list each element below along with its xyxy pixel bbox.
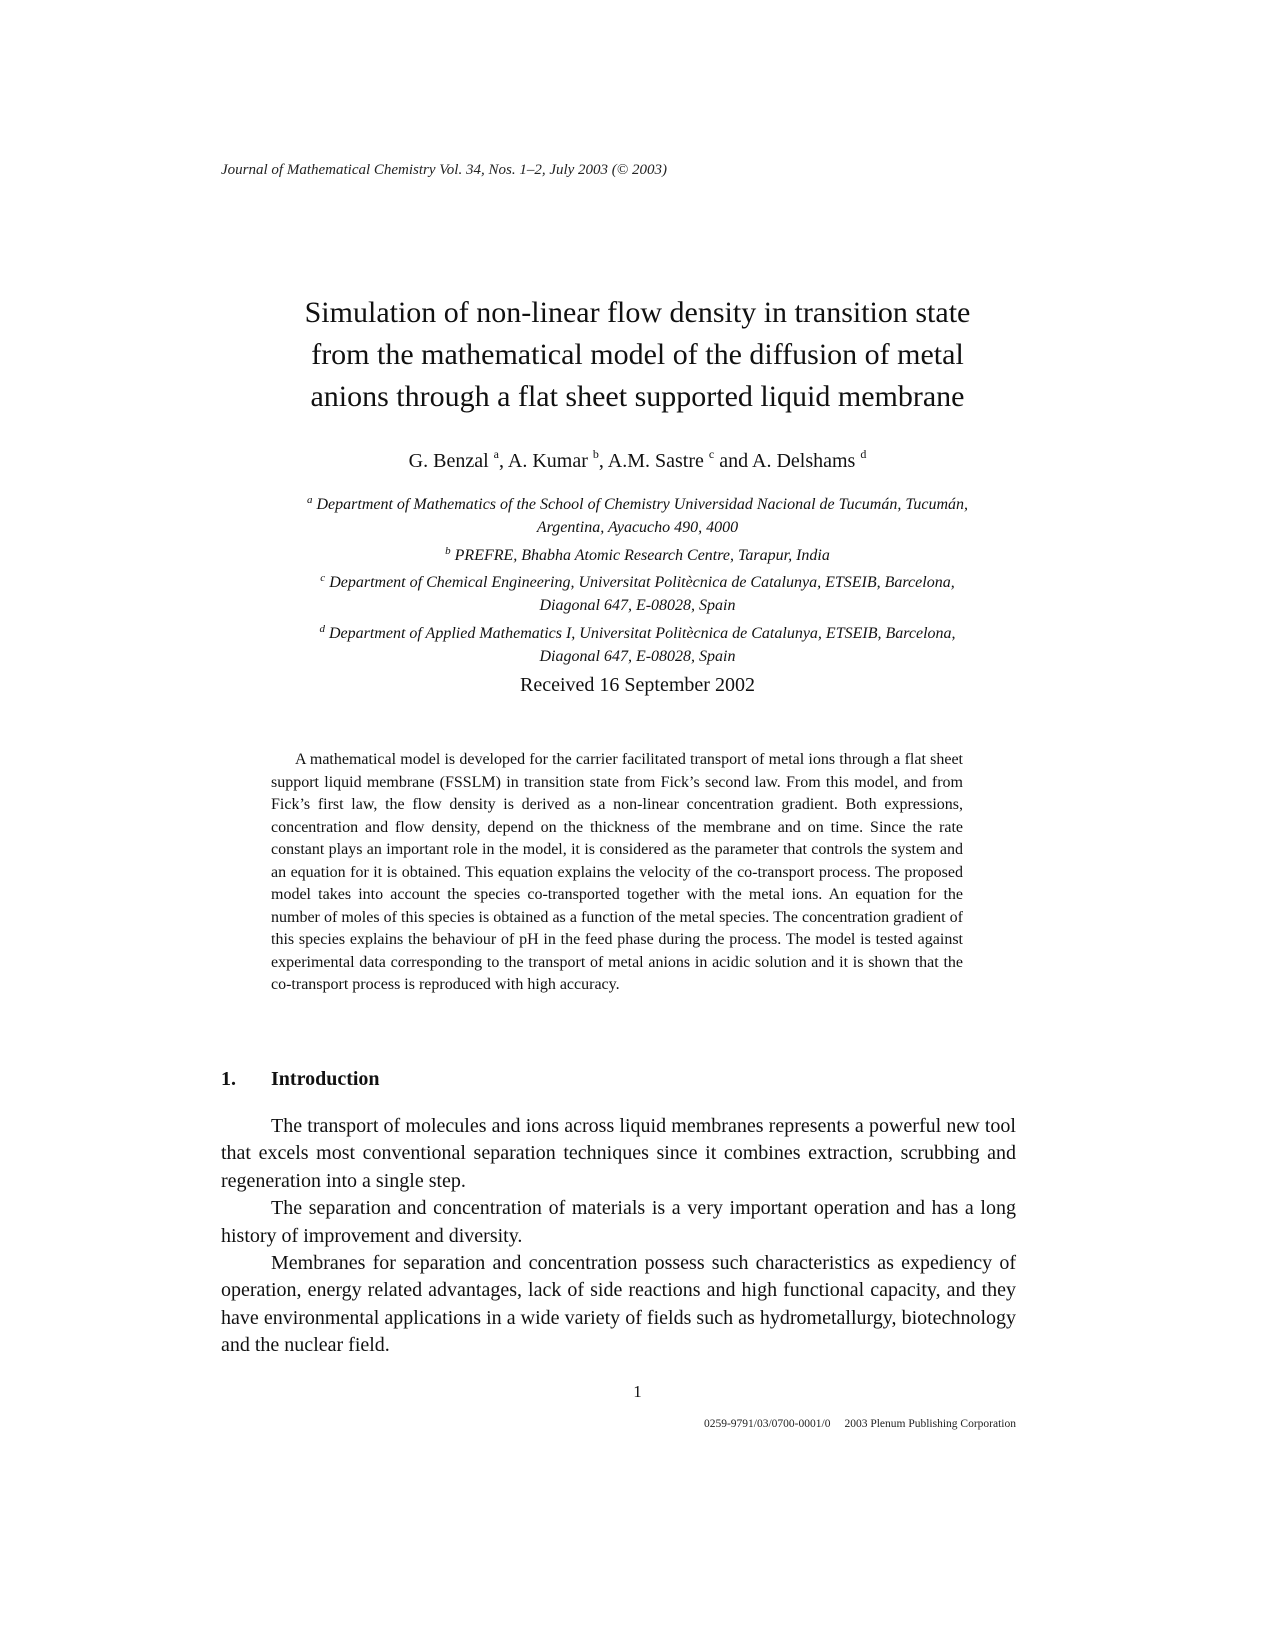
page-number: 1 <box>633 1382 642 1401</box>
title-line: anions through a flat sheet supported liquid membrane <box>310 380 965 413</box>
affiliation-text: Department of Mathematics of the School of Chemistry Universidad Nacional de Tucumán, Tucumán, <box>316 496 968 513</box>
paper-title <box>180 292 1095 418</box>
affiliation-line: Diagonal 647, E-08028, Spain <box>539 647 736 665</box>
affiliation-line: Argentina, Ayacucho 490, 4000 <box>536 518 739 536</box>
affiliation-line <box>180 618 1095 646</box>
affiliation-line <box>180 540 1095 568</box>
section-number: 1. <box>221 1068 236 1090</box>
author-separator: , <box>598 450 608 472</box>
author-affiliation-mark: d <box>860 447 867 461</box>
author-affiliation-mark: c <box>708 447 715 461</box>
affiliation-mark: b <box>445 544 451 557</box>
author-name: A. Delshams <box>752 450 856 472</box>
affiliation-line <box>180 489 1095 517</box>
body-text <box>221 1113 1016 1360</box>
author-name: A. Kumar <box>507 450 588 472</box>
publisher-line: 2003 Plenum Publishing Corporation <box>844 1418 1016 1430</box>
section-title: Introduction <box>271 1068 380 1090</box>
title-line: from the mathematical model of the diffusion of metal <box>311 338 964 371</box>
affiliations <box>180 489 1095 669</box>
author-separator: , <box>498 450 508 472</box>
section-heading <box>221 1068 380 1091</box>
affiliation-line: Diagonal 647, E-08028, Spain <box>539 597 736 615</box>
affiliation-text: PREFRE, Bhabha Atomic Research Centre, Tarapur, India <box>454 546 830 564</box>
abstract: A mathematical model is developed for the carrier facilitated transport of metal ions through a flat sheet support liquid membrane (FSSLM) in transition state from Fick’s second law. From this model, and from Fick’s first law, the flow density is derived as a non-linear concentration gradient. Both expressions, concentration and flow density, depend on the thickness of the membrane and on time. Since the rate constant plays an important role in the model, it is considered as the parameter that controls the system and an equation for it is obtained. This equation explains the velocity of the co-transport process. The proposed model takes into account the species co-transported together with the metal ions. An equation for the number of moles of this species is obtained as a function of the metal species. The concentration gradient of this species explains the behaviour of pH in the feed phase during the process. The model is tested against experimental data corresponding to the transport of metal anions in acidic solution and it is shown that the co-transport process is reproduced with high accuracy. <box>271 751 963 993</box>
copyright-footer <box>704 1418 1016 1430</box>
affiliation-line <box>180 567 1095 595</box>
author-affiliation-mark: a <box>493 447 499 461</box>
affiliation-text: Department of Chemical Engineering, Universitat Politècnica de Catalunya, ETSEIB, Barcelona, <box>329 574 955 592</box>
author-name: A.M. Sastre <box>607 450 704 472</box>
title-line: Simulation of non-linear flow density in transition state <box>304 296 971 329</box>
running-head: Journal of Mathematical Chemistry Vol. 34, Nos. 1–2, July 2003 (© 2003) <box>221 162 667 178</box>
affiliation-text: Department of Applied Mathematics I, Universitat Politècnica de Catalunya, ETSEIB, Barcelona, <box>328 624 956 642</box>
affiliation-mark: a <box>307 494 313 506</box>
received-date: Received 16 September 2002 <box>520 674 755 696</box>
paragraph: Membranes for separation and concentration possess such characteristics as expediency of operation, energy related advantages, lack of side reactions and high functional capacity, and they have environmental applications in a wide variety of fields such as hydrometallurgy, biotechnology and the nuclear field. <box>221 1252 1016 1357</box>
article-code: 0259-9791/03/0700-0001/0 <box>703 1418 831 1430</box>
affiliation-mark: c <box>320 572 326 585</box>
author-name: G. Benzal <box>408 450 489 472</box>
author-affiliation-mark: b <box>592 447 599 461</box>
author-list <box>180 447 1095 473</box>
paragraph: The transport of molecules and ions across liquid membranes represents a powerful new tool that excels most conventional separation techniques since it combines extraction, scrubbing and regeneration into a single step. <box>221 1115 1016 1192</box>
author-separator: and <box>714 450 752 472</box>
affiliation-mark: d <box>319 622 325 635</box>
paragraph: The separation and concentration of materials is a very important operation and has a long history of improvement and diversity. <box>221 1197 1016 1247</box>
